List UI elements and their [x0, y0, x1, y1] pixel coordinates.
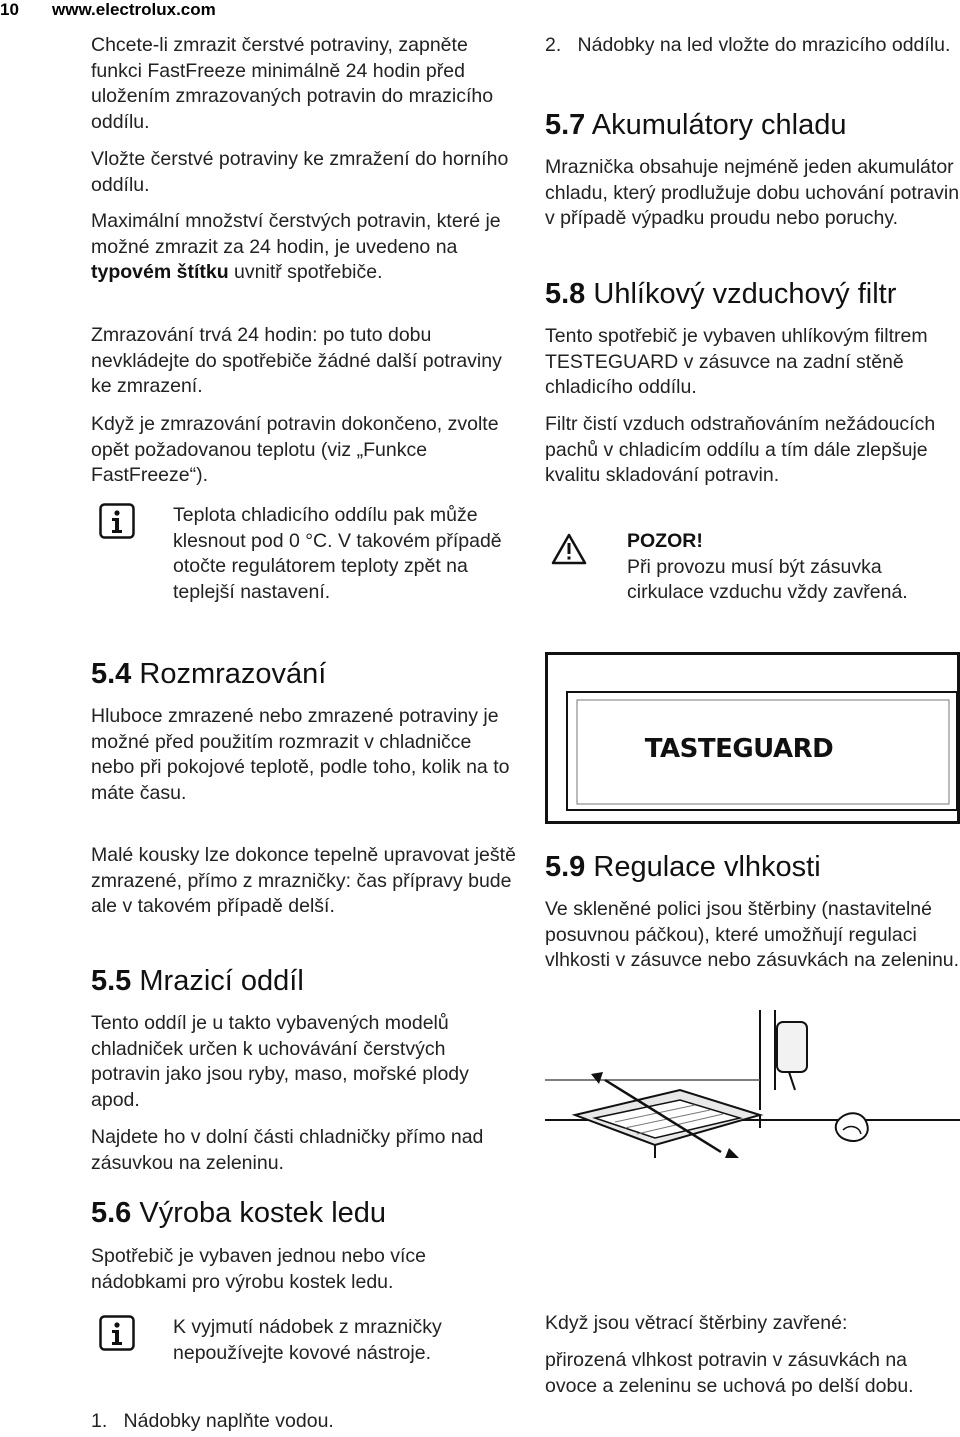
max-amount-text-end: uvnitř spotřebiče. [228, 261, 383, 283]
warning-text-block [627, 529, 960, 606]
paragraph-carbon-filter: Tento spotřebič je vybaven uhlíkovým filtrem TESTEGUARD v zásuvce na zadní stěně chladicího oddílu. [545, 325, 928, 398]
info-note-text: K vyjmutí nádobek z mrazničky nepoužívejte kovové nástroje. [173, 1316, 442, 1364]
section-title: Rozmrazování [131, 658, 327, 690]
filter-label: TASTEGUARD [644, 734, 834, 764]
paragraph-natural-humidity: přirozená vlhkost potravin v zásuvkách na ovoce a zeleninu se uchová po delší dobu. [545, 1349, 914, 1397]
paragraph-ice-trays: Spotřebič je vybaven jednou nebo více nádobkami pro výrobu kostek ledu. [91, 1245, 426, 1293]
section-number: 5.6 [91, 1197, 132, 1229]
paragraph-freezing-duration: Zmrazování trvá 24 hodin: po tuto dobu nevkládejte do spotřebiče žádné další potraviny ke zmrazení. [91, 324, 502, 397]
section-title: Akumulátory chladu [585, 109, 847, 141]
section-number: 5.8 [545, 278, 586, 310]
section-title: Uhlíkový vzduchový filtr [585, 278, 897, 310]
warning-title: POZOR! [627, 530, 703, 552]
page-number: 10 [0, 0, 19, 19]
paragraph-vents-closed: Když jsou větrací štěrbiny zavřené: [545, 1312, 848, 1334]
section-title: Výroba kostek ledu [131, 1197, 387, 1229]
section-number: 5.5 [91, 965, 132, 997]
warning-icon [551, 533, 587, 565]
heading-5-9 [545, 850, 960, 884]
tasteguard-filter-illustration [545, 652, 960, 824]
info-note-text: Teplota chladicího oddílu pak může klesnout pod 0 °C. V takovém případě otočte regulátorem teploty zpět na teplejší nastavení. [173, 504, 502, 603]
heading-5-5 [91, 964, 516, 998]
humidity-slider-illustration [545, 1010, 960, 1295]
info-icon [99, 503, 135, 539]
paragraph-location: Najdete ho v dolní části chladničky přímo nad zásuvkou na zeleninu. [91, 1126, 484, 1174]
rating-plate-term: typovém štítku [91, 261, 229, 283]
paragraph-freezing-done: Když je zmrazování potravin dokončeno, zvolte opět požadovanou teplotu (viz „Funkce FastFreeze“). [91, 413, 499, 486]
heading-5-4 [91, 657, 516, 691]
max-amount-text-start: Maximální množství čerstvých potravin, které je možné zmrazit za 24 hodin, je uvedeno na [91, 210, 501, 258]
section-number: 5.9 [545, 851, 586, 883]
paragraph-cold-accumulators: Mraznička obsahuje nejméně jeden akumulátor chladu, který prodlužuje dobu uchování potravin v případě výpadku proudu nebo poruchy. [545, 156, 960, 229]
step-1: 1. Nádobky naplňte vodou. [91, 1410, 334, 1432]
step-2: 2. Nádobky na led vložte do mrazicího oddílu. [545, 34, 951, 56]
paragraph-filter-function: Filtr čistí vzduch odstraňováním nežádoucích pachů v chladicím oddílu a tím dále zlepšuje kvalitu skladování potravin. [545, 413, 936, 486]
section-title: Mrazicí oddíl [131, 965, 304, 997]
section-number: 5.4 [91, 658, 132, 690]
heading-5-6 [91, 1196, 516, 1230]
info-icon [99, 1315, 135, 1351]
heading-5-8 [545, 277, 960, 311]
paragraph-fastfreeze: Chcete-li zmrazit čerstvé potraviny, zapněte funkci FastFreeze minimálně 24 hodin před uložením zmrazovaných potravin do mrazicího oddílu. [91, 34, 494, 133]
paragraph-max-amount [91, 209, 516, 286]
paragraph-humidity: Ve skleněné polici jsou štěrbiny (nastavitelné posuvnou páčkou), které umožňují regulaci vlhkosti v zásuvce nebo zásuvkách na zeleninu. [545, 898, 960, 971]
paragraph-small-pieces: Malé kousky lze dokonce tepelně upravovat ještě zmrazené, přímo z mrazničky: čas přípravy bude ale v takovém případě delší. [91, 844, 516, 917]
section-title: Regulace vlhkosti [585, 851, 821, 883]
website-link[interactable]: www.electrolux.com [52, 0, 216, 19]
paragraph-upper-compartment: Vložte čerstvé potraviny ke zmražení do horního oddílu. [91, 148, 509, 196]
paragraph-thawing: Hluboce zmrazené nebo zmrazené potraviny je možné před použitím rozmrazit v chladničce nebo při pokojové teplotě, podle toho, kolik na to máte času. [91, 705, 510, 804]
warning-text: Při provozu musí být zásuvka cirkulace vzduchu vždy zavřená. [627, 555, 908, 603]
section-number: 5.7 [545, 109, 586, 141]
paragraph-freezer-compartment: Tento oddíl je u takto vybavených modelů chladniček určen k uchovávání čerstvých potravin jako jsou ryby, maso, mořské plody apod. [91, 1012, 469, 1111]
heading-5-7 [545, 108, 960, 142]
